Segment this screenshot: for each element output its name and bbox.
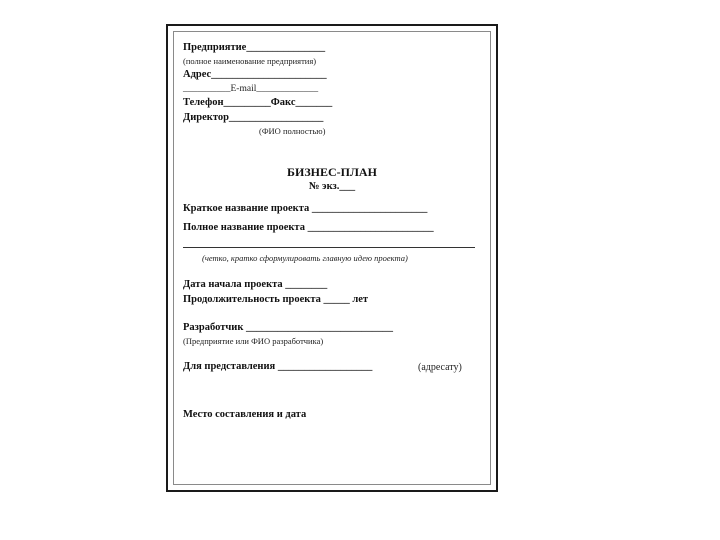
phone-fax-line: Телефон_________Факс_______: [183, 97, 333, 108]
main-idea-hint: (четко, кратко сформулировать главную идею проекта): [202, 253, 408, 263]
full-name-line: Полное название проекта ________________________: [183, 222, 434, 233]
submission-line: Для представления __________________: [183, 361, 373, 372]
page-inner-border: [173, 31, 491, 485]
document-page: [166, 24, 498, 492]
address-line: Адрес______________________: [183, 69, 327, 80]
email-line: __________E-mail_____________: [183, 84, 319, 94]
company-line: Предприятие_______________: [183, 42, 326, 53]
addressee-hint: (адресату): [418, 362, 462, 373]
start-date-line: Дата начала проекта ________: [183, 279, 328, 290]
copy-number: № экз.___: [308, 181, 356, 192]
director-line: Директор__________________: [183, 112, 324, 123]
company-hint: (полное наименование предприятия): [183, 56, 317, 66]
place-date-line: Место составления и дата: [183, 409, 307, 420]
short-name-line: Краткое название проекта ______________________: [183, 203, 428, 214]
idea-rule: [183, 247, 475, 248]
developer-hint: (Предприятие или ФИО разработчика): [183, 336, 324, 346]
developer-line: Разработчик ____________________________: [183, 322, 393, 333]
document-title: БИЗНЕС-ПЛАН: [287, 165, 377, 179]
director-hint: (ФИО полностью): [259, 126, 326, 136]
duration-line: Продолжительность проекта _____ лет: [183, 294, 369, 305]
